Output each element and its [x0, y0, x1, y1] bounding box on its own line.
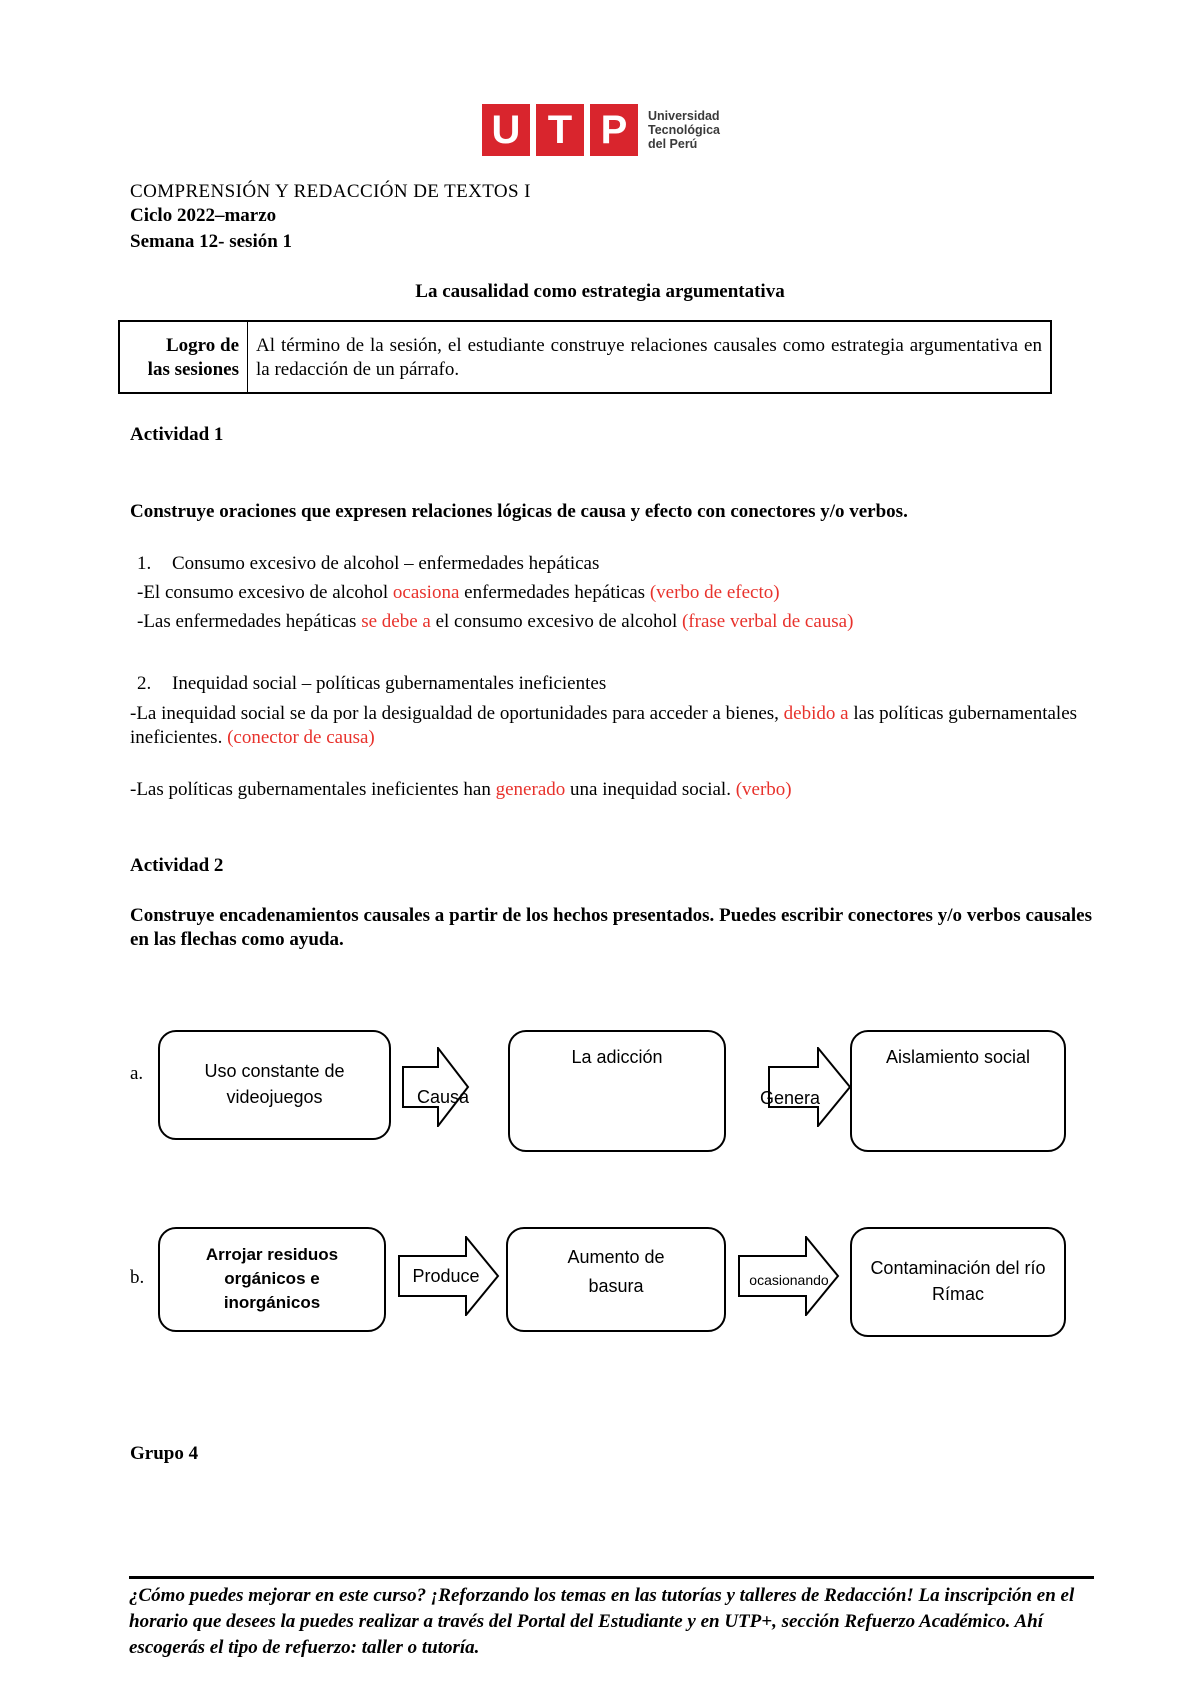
actividad-2-heading: Actividad 2	[130, 855, 224, 876]
course-title: COMPRENSIÓN Y REDACCIÓN DE TEXTOS I	[130, 181, 531, 202]
chain-b-arrow-2-label: ocasionando	[749, 1272, 829, 1288]
causal-keyword: se debe a	[361, 611, 431, 632]
logo-letter-u: U	[482, 104, 530, 156]
week-label: Semana 12- sesión 1	[130, 231, 293, 252]
chain-a-box-2: La adicción	[508, 1030, 726, 1152]
grammar-note: (verbo de efecto)	[649, 582, 780, 603]
actividad-1-heading: Actividad 1	[130, 424, 224, 445]
causal-keyword: ocasiona	[392, 582, 460, 603]
causal-keyword: generado	[495, 779, 566, 800]
logo-letter-t: T	[536, 104, 584, 156]
causal-keyword: debido a	[783, 703, 849, 724]
footer-divider	[129, 1576, 1094, 1579]
footer-note: ¿Cómo puedes mejorar en este curso? ¡Reforzando los temas en las tutorías y talleres de Redacción! La inscripción en el horario que desees la puedes realizar a través del Portal del Estudiante y en UTP+, sección Refuerzo Académico. Ahí escogerás el tipo de refuerzo: taller o tutoría.	[129, 1585, 1075, 1658]
grammar-note: (conector de causa)	[227, 727, 375, 748]
group-label: Grupo 4	[130, 1443, 199, 1464]
chain-b-box-2: Aumento de basura	[506, 1227, 726, 1332]
logro-label: Logro de las sesiones	[120, 322, 248, 392]
chain-a-arrow-2-label: Genera	[759, 1088, 821, 1108]
item-2-sentence-1: -La inequidad social se da por la desigualdad de oportunidades para acceder a bienes, debido a las políticas gubernamentales ineficientes. (conector de causa)	[130, 703, 1078, 748]
cycle-label: Ciclo 2022–marzo	[130, 205, 277, 226]
item-2-number: 2.	[137, 673, 152, 694]
chain-b-box-3: Contaminación del río Rímac	[850, 1227, 1066, 1337]
grammar-note: (verbo)	[735, 779, 792, 800]
logo-wordmark: Universidad Tecnológica del Perú	[648, 109, 721, 151]
item-1-sentence-2: -Las enfermedades hepáticas se debe a el consumo excesivo de alcohol (frase verbal de causa)	[137, 611, 854, 632]
item-1-number: 1.	[137, 553, 152, 574]
chain-a-arrow-1-label: Causa	[416, 1087, 470, 1107]
logro-text: Al término de la sesión, el estudiante construye relaciones causales como estrategia argumentativa en la redacción de un párrafo.	[256, 335, 1042, 380]
actividad-2-instruction: Construye encadenamientos causales a partir de los hechos presentados. Puedes escribir conectores y/o verbos causales en las flechas como ayuda.	[130, 905, 1092, 950]
item-1-sentence-1: -El consumo excesivo de alcohol ocasiona enfermedades hepáticas (verbo de efecto)	[137, 582, 780, 603]
chain-a-box-3: Aislamiento social	[850, 1030, 1066, 1152]
chain-b-box-1: Arrojar residuos orgánicos e inorgánicos	[158, 1227, 386, 1332]
item-2-prompt: Inequidad social – políticas gubernamentales ineficientes	[172, 673, 607, 694]
item-1-prompt: Consumo excesivo de alcohol – enfermedades hepáticas	[172, 553, 600, 574]
actividad-1-instruction: Construye oraciones que expresen relaciones lógicas de causa y efecto con conectores y/o verbos.	[130, 501, 908, 522]
chain-a-letter: a.	[130, 1063, 144, 1084]
chain-b-arrow-1-label: Produce	[412, 1266, 480, 1286]
item-2-sentence-2: -Las políticas gubernamentales ineficientes han generado una inequidad social. (verbo)	[130, 779, 792, 800]
logo-letter-p: P	[590, 104, 638, 156]
logro-table	[118, 320, 1052, 394]
grammar-note: (frase verbal de causa)	[681, 611, 854, 632]
page-title: La causalidad como estrategia argumentativa	[415, 281, 785, 302]
chain-a-box-1: Uso constante de videojuegos	[158, 1030, 391, 1140]
chain-b-letter: b.	[130, 1267, 145, 1288]
